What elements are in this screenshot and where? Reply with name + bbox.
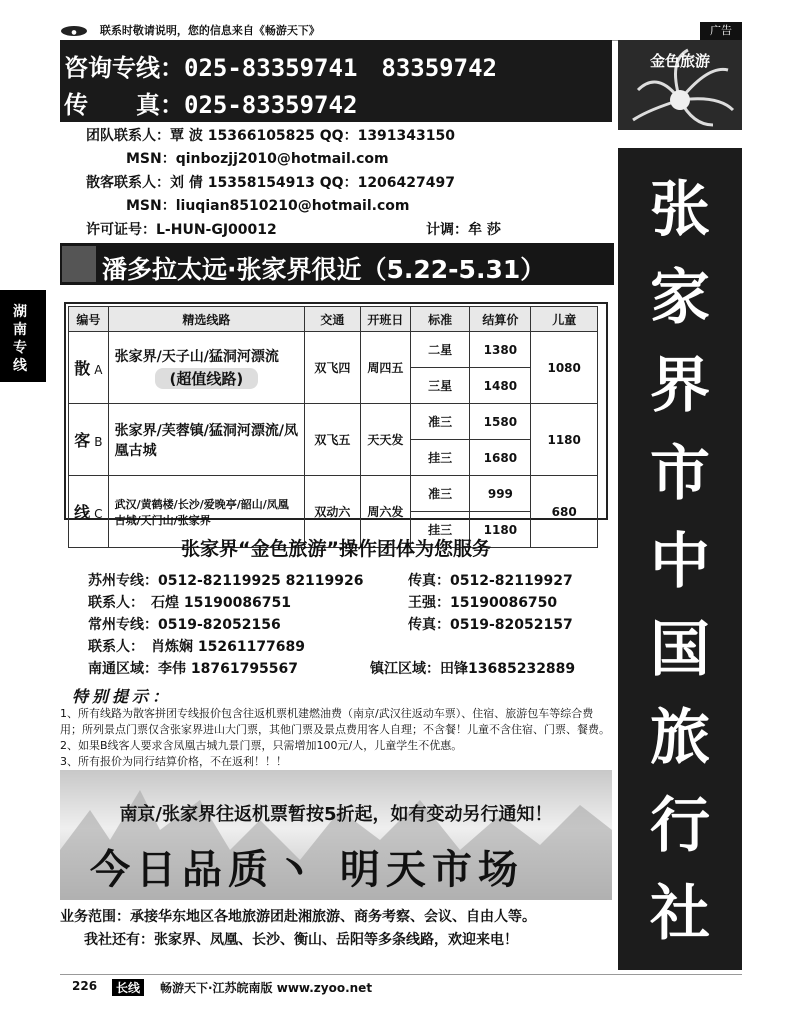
suzhou-contact: 联系人： 石煌 15190086751 xyxy=(88,595,292,611)
business-scope xyxy=(60,906,620,952)
scope-line-1: 业务范围：承接华东地区各地旅游团赴湘旅游、商务考察、会议、自由人等。 xyxy=(60,909,536,925)
table-header-cell: 交通 xyxy=(305,307,361,332)
standard-cell: 三星 xyxy=(410,368,469,404)
tip-item: 1、所有线路为散客拼团专线报价包含往返机票机建燃油费（南京/武汉往返动车票）、住宿、旅游包车等综合费用；所列景点门票仅含张家界进山大门票，其他门票及景点费用客人自理；不含餐！儿童不含住宿、门票、餐费。 xyxy=(60,707,610,736)
child-price-cell: 680 xyxy=(531,476,598,548)
top-notice-text: 联系时敬请说明，您的信息来自《畅游天下》 xyxy=(99,24,320,37)
tip-item: 3、所有报价为同行结算价格，不在返利！！！ xyxy=(60,755,287,768)
group-label: 散 xyxy=(74,359,91,378)
footer-publication: 畅游天下·江苏皖南版 www.zyoo.net xyxy=(160,981,373,995)
group-msn: MSN：qinbozjj2010@hotmail.com xyxy=(126,151,389,167)
individual-msn: MSN：liuqian8510210@hotmail.com xyxy=(126,198,410,214)
route-cell xyxy=(108,332,304,404)
footer-section: 长线 xyxy=(112,979,144,996)
page-footer xyxy=(60,974,742,997)
side-tab-char: 专 xyxy=(13,340,27,356)
vertical-title-char: 国 xyxy=(650,615,710,685)
price-cell: 1380 xyxy=(470,332,531,368)
slogan: 今日品质丶 明天市场 xyxy=(90,846,524,893)
side-tab-char: 湖 xyxy=(13,304,27,320)
vertical-title-char: 界 xyxy=(650,351,710,421)
standard-cell: 准三 xyxy=(410,404,469,440)
child-price-cell: 1080 xyxy=(531,332,598,404)
table-row xyxy=(69,404,598,440)
promo-banner xyxy=(60,243,614,285)
route-table xyxy=(68,306,598,548)
route-name: 张家界/天子山/猛洞河漂流 xyxy=(114,349,279,365)
transport-cell: 双动六 xyxy=(305,476,361,548)
svg-text:●: ● xyxy=(71,29,77,36)
route-name: 张家界/芙蓉镇/猛洞河漂流/凤凰古城 xyxy=(114,422,298,459)
contact-block xyxy=(60,122,612,242)
standard-cell: 挂三 xyxy=(410,512,469,548)
route-code: A xyxy=(94,363,103,377)
vertical-title-char: 市 xyxy=(650,439,710,509)
tip-item: 2、如果B线客人要求含凤凰古城九景门票，只需增加100元/人，儿童学生不优惠。 xyxy=(60,739,463,752)
group-label: 客 xyxy=(74,431,91,450)
side-tab-char: 线 xyxy=(13,358,27,374)
airfare-notice: 南京/张家界往返机票暂按5折起，如有变动另行通知！ xyxy=(119,804,553,825)
top-notice-bar xyxy=(60,22,740,41)
group-label: 线 xyxy=(74,503,91,522)
logo-text: 金色旅游 xyxy=(649,52,710,70)
route-code: B xyxy=(94,435,103,449)
departure-days-cell: 周六发 xyxy=(360,476,410,548)
avatar-thumbnail xyxy=(62,246,96,282)
individual-contact: 散客联系人：刘 倩 15358154913 QQ：1206427497 xyxy=(86,175,455,191)
banner-title: 潘多拉太远·张家界很近（5.22-5.31） xyxy=(102,255,546,284)
changzhou-contact: 联系人： 肖炼娴 15261177689 xyxy=(88,639,306,655)
vertical-title-char: 家 xyxy=(650,263,710,333)
standard-cell: 二星 xyxy=(410,332,469,368)
table-header-cell: 编号 xyxy=(69,307,109,332)
zhenjiang-region: 镇江区域：田锋13685232889 xyxy=(370,661,576,677)
vertical-title-char: 社 xyxy=(650,879,710,949)
table-header-cell: 精选线路 xyxy=(108,307,304,332)
fax-line: 传 真：025-83359742 xyxy=(64,91,358,119)
price-cell: 1180 xyxy=(470,512,531,548)
price-cell: 1680 xyxy=(470,440,531,476)
departure-days-cell: 周四五 xyxy=(360,332,410,404)
child-price-cell: 1180 xyxy=(531,404,598,476)
table-header-cell: 开班日 xyxy=(360,307,410,332)
planner: 计调：牟 莎 xyxy=(426,222,501,238)
offices-block xyxy=(60,566,612,676)
standard-cell: 准三 xyxy=(410,476,469,512)
vertical-title-char: 旅 xyxy=(650,703,710,773)
table-header-cell: 标准 xyxy=(410,307,469,332)
transport-cell: 双飞四 xyxy=(305,332,361,404)
magazine-logo-icon xyxy=(60,25,88,37)
route-code: C xyxy=(94,507,103,521)
price-cell: 1580 xyxy=(470,404,531,440)
standard-cell: 挂三 xyxy=(410,440,469,476)
agency-vertical-title xyxy=(618,148,742,970)
route-cell xyxy=(108,404,304,476)
table-header-cell: 儿童 xyxy=(531,307,598,332)
suzhou-line: 苏州专线：0512-82119925 82119926 xyxy=(88,573,364,589)
code-cell xyxy=(69,404,109,476)
suzhou-contact-2: 王强：15190086750 xyxy=(408,595,558,611)
license-number: 许可证号：L-HUN-GJ00012 xyxy=(86,222,277,238)
suzhou-fax: 传真：0512-82119927 xyxy=(408,573,573,589)
route-name: 武汉/黄鹤楼/长沙/爱晚亭/韶山/凤凰古城/天门山/张家界 xyxy=(114,497,289,527)
tips-list xyxy=(60,706,612,770)
side-tab-char: 南 xyxy=(13,322,27,338)
price-cell: 999 xyxy=(470,476,531,512)
ad-tag: 广告 xyxy=(700,22,742,40)
departure-days-cell: 天天发 xyxy=(360,404,410,476)
consult-hotline: 咨询专线：025-83359741 83359742 xyxy=(64,54,497,82)
section-side-tab xyxy=(0,290,46,382)
page-number: 226 xyxy=(72,979,98,993)
golden-travel-logo xyxy=(618,40,742,130)
vertical-title-char: 张 xyxy=(650,175,710,245)
tips-title: 特别提示： xyxy=(72,687,173,706)
service-title: 张家界“金色旅游”操作团体为您服务 xyxy=(181,538,491,560)
transport-cell: 双飞五 xyxy=(305,404,361,476)
price-cell: 1480 xyxy=(470,368,531,404)
table-header-cell: 结算价 xyxy=(470,307,531,332)
scope-line-2: 我社还有：张家界、凤凰、长沙、衡山、岳阳等多条线路，欢迎来电！ xyxy=(84,932,518,948)
vertical-title-char: 行 xyxy=(650,791,710,861)
group-contact: 团队联系人：覃 波 15366105825 QQ：1391343150 xyxy=(86,128,455,144)
changzhou-fax: 传真：0519-82052157 xyxy=(408,617,573,633)
vertical-title-char: 中 xyxy=(650,527,710,597)
table-row xyxy=(69,332,598,368)
table-row xyxy=(69,476,598,512)
changzhou-line: 常州专线：0519-82052156 xyxy=(88,617,281,633)
hotline-block xyxy=(60,40,612,122)
code-cell xyxy=(69,332,109,404)
nantong-region: 南通区域：李伟 18761795567 xyxy=(88,661,299,677)
value-route-tag: (超值线路) xyxy=(155,368,258,389)
